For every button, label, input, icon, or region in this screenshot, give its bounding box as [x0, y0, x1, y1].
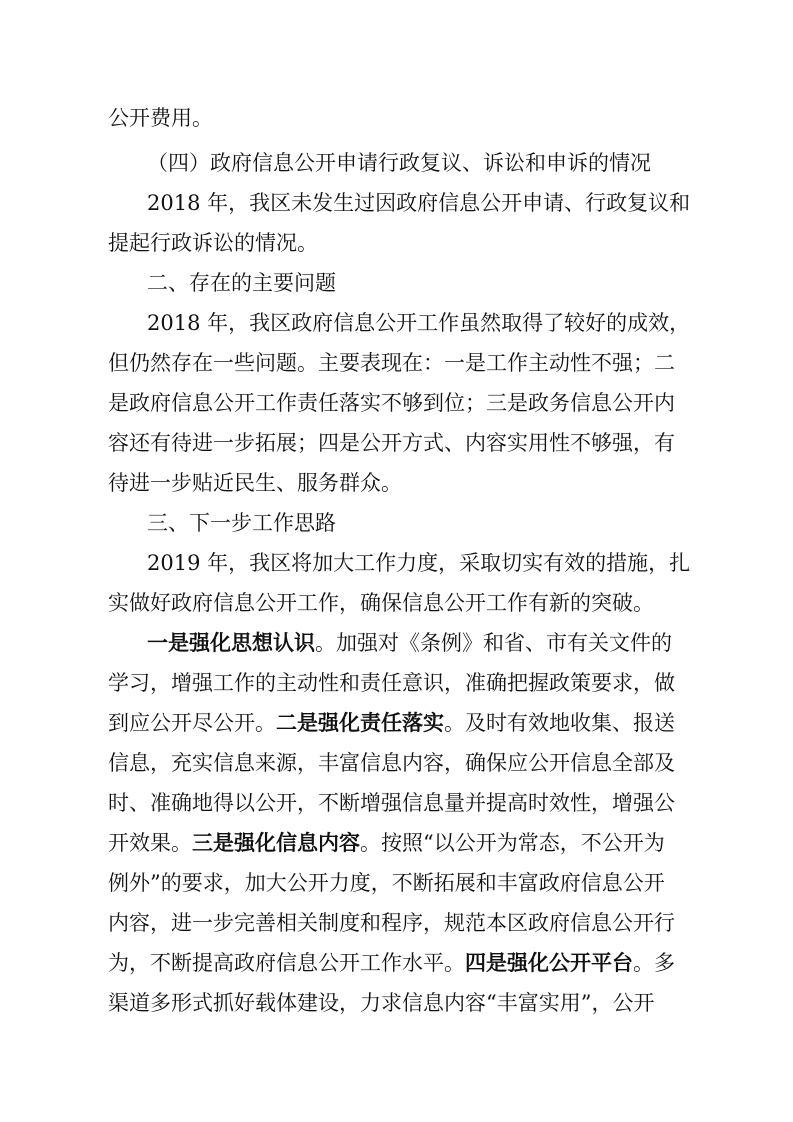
text-line	[108, 948, 675, 978]
text-segment: 提起行政诉讼的情况。	[108, 231, 318, 255]
text-segment: 。加强对《条例》和省、市有关文件的	[315, 631, 672, 655]
text-segment: 容还有待进一步拓展；四是公开方式、内容实用性不够强，有	[108, 431, 675, 455]
text-line	[108, 103, 213, 133]
text-line	[108, 668, 675, 698]
bold-lead: 一是强化思想认识	[147, 631, 315, 655]
text-line	[147, 308, 690, 338]
text-line	[108, 428, 675, 458]
text-segment: 例外”的要求，加大公开力度，不断拓展和丰富政府信息公开	[108, 871, 665, 895]
text-segment: （四）政府信息公开申请行政复议、诉讼和申诉的情况	[147, 151, 651, 175]
text-segment: 为，不断提高政府信息公开工作水平。	[108, 951, 465, 975]
text-segment: 内容，进一步完善相关制度和程序，规范本区政府信息公开行	[108, 911, 675, 935]
text-line	[108, 348, 675, 378]
text-segment: 学习，增强工作的主动性和责任意识，准确把握政策要求，做	[108, 671, 675, 695]
text-segment: 渠道多形式抓好载体建设，力求信息内容“丰富实用”，公开	[108, 991, 655, 1015]
text-segment: 开效果。	[108, 831, 192, 855]
text-line	[147, 628, 672, 658]
bold-lead: 三是强化信息内容	[192, 831, 360, 855]
text-line	[108, 748, 675, 778]
text-segment: 公开费用。	[108, 106, 213, 130]
text-segment: 三、下一步工作思路	[147, 511, 336, 535]
text-line	[108, 228, 318, 258]
text-line	[108, 988, 654, 1018]
text-segment: 待进一步贴近民生、服务群众。	[108, 471, 402, 495]
text-segment: 。多	[633, 951, 675, 975]
text-line	[108, 708, 675, 738]
text-segment: 但仍然存在一些问题。主要表现在：一是工作主动性不强；二	[108, 351, 675, 375]
text-line	[108, 468, 402, 498]
text-segment: 实做好政府信息公开工作，确保信息公开工作有新的突破。	[108, 591, 654, 615]
section-heading	[147, 268, 336, 298]
text-line	[108, 588, 654, 618]
text-segment: 2018 年，我区未发生过因政府信息公开申请、行政复议和	[147, 191, 691, 215]
text-line	[108, 868, 665, 898]
text-segment: 。及时有效地收集、报送	[444, 711, 675, 735]
text-segment: 信息，充实信息来源，丰富信息内容，确保应公开信息全部及	[108, 751, 675, 775]
bold-lead: 二是强化责任落实	[276, 711, 444, 735]
bold-lead: 四是强化公开平台	[465, 951, 633, 975]
text-segment: 。按照“以公开为常态，不公开为	[360, 831, 665, 855]
text-segment: 二、存在的主要问题	[147, 271, 336, 295]
text-line	[108, 388, 675, 418]
text-segment: 2018 年，我区政府信息公开工作虽然取得了较好的成效，	[147, 311, 691, 335]
text-line	[147, 188, 690, 218]
text-line	[108, 908, 675, 938]
text-segment: 是政府信息公开工作责任落实不够到位；三是政务信息公开内	[108, 391, 675, 415]
text-segment: 时、准确地得以公开，不断增强信息量并提高时效性，增强公	[108, 791, 675, 815]
text-segment: 2019 年，我区将加大工作力度，采取切实有效的措施，扎	[147, 551, 691, 575]
section-heading	[147, 508, 336, 538]
text-line	[147, 548, 690, 578]
section-heading	[147, 148, 651, 178]
text-line	[108, 788, 675, 818]
text-line	[108, 828, 665, 858]
text-segment: 到应公开尽公开。	[108, 711, 276, 735]
